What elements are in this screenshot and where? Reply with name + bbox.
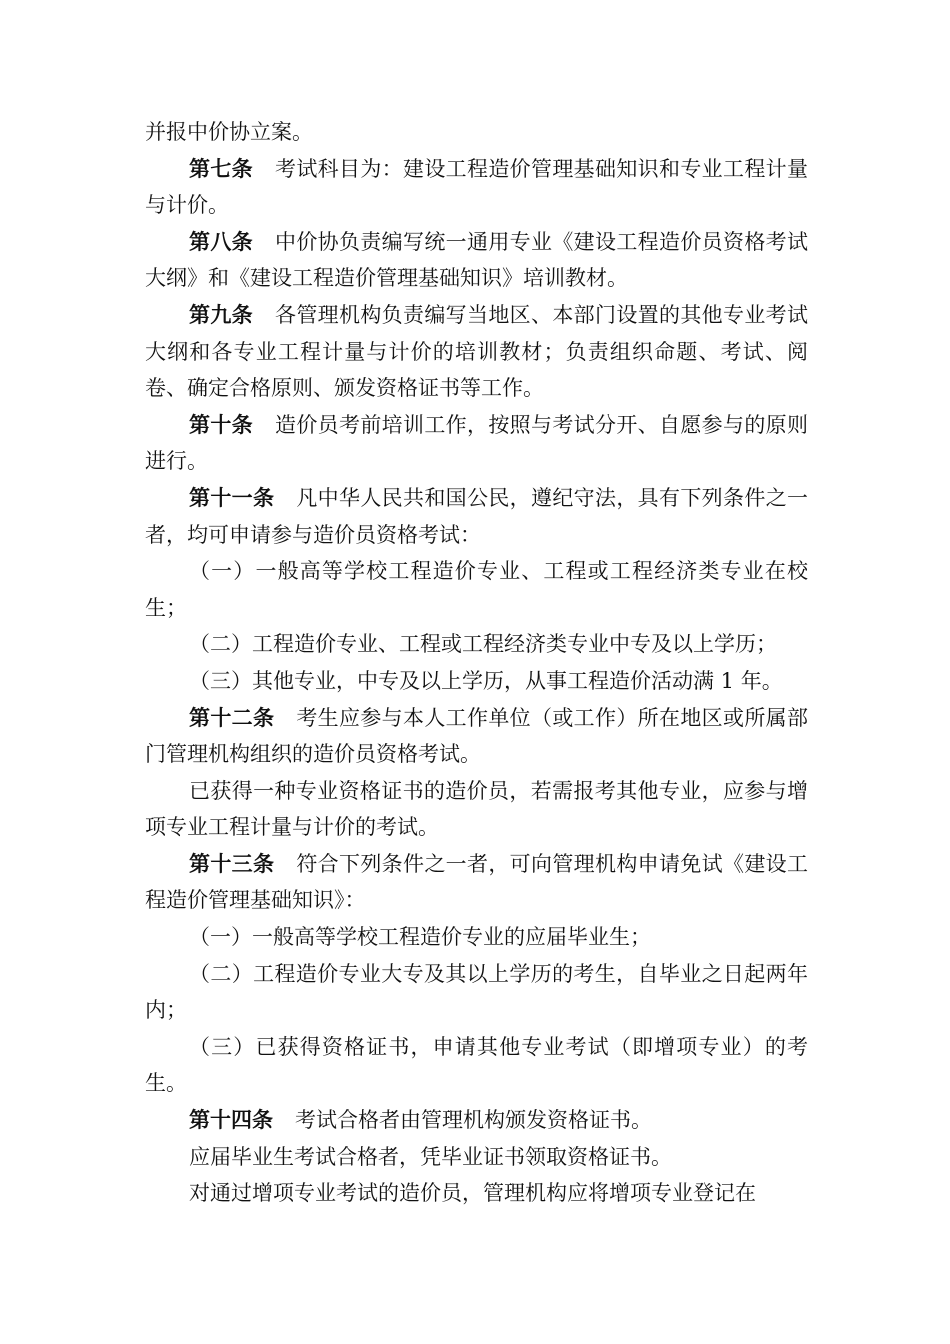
paragraph-text: （二）工程造价专业、工程或工程经济类专业中专及以上学历； xyxy=(189,632,777,657)
list-item xyxy=(145,919,808,956)
article-number: 第十条 xyxy=(189,412,253,437)
article-number: 第十四条 xyxy=(189,1108,273,1133)
paragraph-text: 各管理机构负责编写当地区、本部门设置的其他专业考试大纲和各专业工程计量与计价的培训教材；负责组织命题、考试、阅卷、确定合格原则、颁发资格证书等工作。 xyxy=(145,302,808,401)
paragraph xyxy=(145,773,808,846)
paragraph-text: 对通过增项专业考试的造价员，管理机构应将增项专业登记在 xyxy=(189,1181,756,1206)
paragraph-text: （一）一般高等学校工程造价专业的应届毕业生； xyxy=(189,925,651,950)
paragraph-text: （二）工程造价专业大专及其以上学历的考生，自毕业之日起两年内； xyxy=(145,961,808,1023)
paragraph-text: 考生应参与本人工作单位（或工作）所在地区或所属部门管理机构组织的造价员资格考试。 xyxy=(145,705,809,767)
article-number: 第十一条 xyxy=(189,485,275,510)
list-item xyxy=(145,663,808,700)
article-number: 第十三条 xyxy=(189,851,275,876)
list-item xyxy=(145,956,808,1029)
paragraph-text: 考试科目为：建设工程造价管理基础知识和专业工程计量与计价。 xyxy=(145,156,808,218)
article-number: 第七条 xyxy=(189,156,253,181)
paragraph-text: 符合下列条件之一者，可向管理机构申请免试《建设工程造价管理基础知识》： xyxy=(145,851,809,913)
paragraph-text: （一）一般高等学校工程造价专业、工程或工程经济类专业在校生； xyxy=(145,559,808,620)
paragraph-text: （三）已获得资格证书，申请其他专业考试（即增项专业）的考生。 xyxy=(145,1034,808,1096)
document-page xyxy=(145,114,808,1212)
article-paragraph xyxy=(145,407,808,480)
paragraph-text: 已获得一种专业资格证书的造价员，若需报考其他专业，应参与增项专业工程计量与计价的考试。 xyxy=(145,778,808,840)
article-paragraph xyxy=(145,846,808,919)
article-number: 第八条 xyxy=(189,229,253,254)
list-item xyxy=(145,1029,808,1102)
list-item xyxy=(145,553,808,626)
paragraph-text: （三）其他专业，中专及以上学历，从事工程造价活动满 1 年。 xyxy=(189,668,783,693)
article-paragraph xyxy=(145,480,808,553)
list-item xyxy=(145,626,808,663)
paragraph-text: 造价员考前培训工作，按照与考试分开、自愿参与的原则进行。 xyxy=(145,412,808,474)
paragraph xyxy=(145,114,808,151)
paragraph xyxy=(145,1139,808,1176)
article-paragraph xyxy=(145,224,808,297)
paragraph-text: 并报中价协立案。 xyxy=(145,120,313,144)
article-paragraph xyxy=(145,151,808,224)
paragraph-text: 应届毕业生考试合格者，凭毕业证书领取资格证书。 xyxy=(189,1144,672,1169)
article-number: 第十二条 xyxy=(189,705,275,730)
paragraph-text: 考试合格者由管理机构颁发资格证书。 xyxy=(295,1108,652,1133)
paragraph-text: 中价协负责编写统一通用专业《建设工程造价员资格考试大纲》和《建设工程造价管理基础知识》培训教材。 xyxy=(145,229,808,291)
article-paragraph xyxy=(145,1102,808,1139)
paragraph xyxy=(145,1175,808,1212)
article-paragraph xyxy=(145,297,808,407)
article-paragraph xyxy=(145,700,808,773)
article-number: 第九条 xyxy=(189,302,253,327)
paragraph-text: 凡中华人民共和国公民，遵纪守法，具有下列条件之一者，均可申请参与造价员资格考试： xyxy=(145,485,809,547)
